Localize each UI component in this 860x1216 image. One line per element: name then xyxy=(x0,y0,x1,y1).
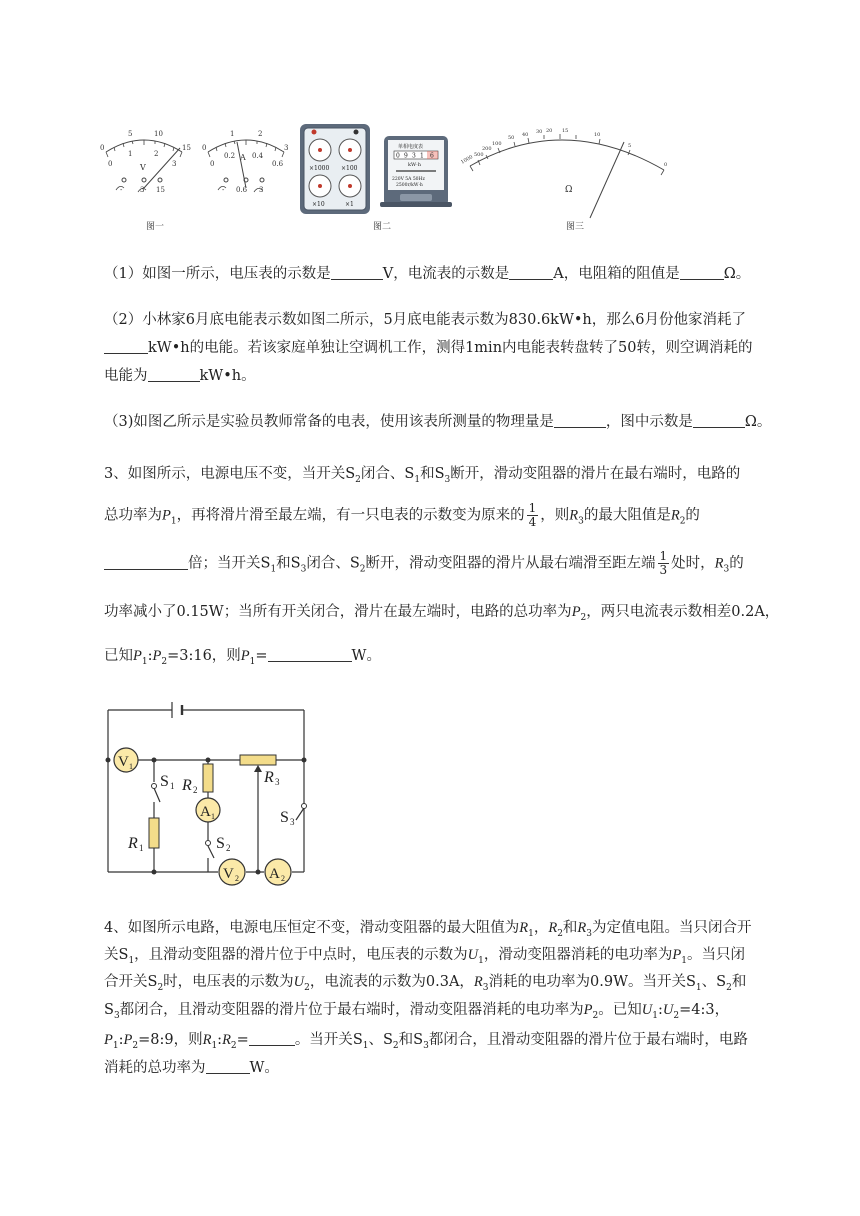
svg-text:1: 1 xyxy=(129,762,133,771)
voltmeter-bottom-1: 1 xyxy=(128,150,133,158)
ammeter-bottom-1: 0.2 xyxy=(224,152,236,160)
energy-meter-figure xyxy=(380,136,452,207)
ammeter-bottom-0: 0 xyxy=(210,160,215,168)
q2-part2-line3: 电能为 kW•h。 xyxy=(104,368,256,384)
circuit-R3-label: R xyxy=(264,769,274,786)
q4-blank-ratio[interactable] xyxy=(249,1031,295,1046)
circuit-R1-label: R xyxy=(128,835,138,852)
ohm-scale-20: 20 xyxy=(546,128,553,134)
ammeter-unit: A xyxy=(240,153,246,162)
figure-1-caption: 图一 xyxy=(146,222,165,232)
energy-meter-digit-2: 3 xyxy=(412,152,416,160)
q4-line3: 合开关$S_2$时，电压表的示数为$U_2$，电流表的示数为0.3A，$R_3$消耗的电功率为0.9W。当开关$S_1$、$S_2$和 xyxy=(104,974,747,993)
svg-text:1: 1 xyxy=(211,812,215,821)
ammeter-terminal-2: 3 xyxy=(259,186,264,194)
voltmeter-figure xyxy=(100,130,191,194)
figure-3-caption: 图三 xyxy=(566,222,585,232)
circuit-S2-label: S xyxy=(216,835,225,852)
voltmeter-bottom-3: 3 xyxy=(172,160,177,168)
svg-text:3: 3 xyxy=(275,777,280,787)
q3-line5: 已知$P_1:P_2=3:16$，则$P_1= W$。 xyxy=(104,648,381,667)
svg-text:3: 3 xyxy=(290,817,295,827)
q4-line4: $S_3$都闭合，且滑动变阻器的滑片位于最右端时，滑动变阻器消耗的电功率为$P_2$。已知$U_1:U_2=4:3$， xyxy=(104,1002,730,1021)
ammeter-top-3: 3 xyxy=(284,144,289,152)
energy-meter-digit-1: 9 xyxy=(404,152,408,160)
q3-line2: 总功率为$P_1$，再将滑片滑至最左端，有一只电表的示数变为原来的 $\frac{1}{4}$ ，则$R_3$的最大阻值是$R_2$的 xyxy=(104,501,700,529)
voltmeter-terminal-0: - xyxy=(120,186,123,194)
svg-text:2: 2 xyxy=(193,785,198,795)
q3-blank-power[interactable] xyxy=(268,647,352,662)
q3-line3: 倍；当开关$S_1$和$S_3$闭合、$S_2$断开，滑动变阻器的滑片从最右端滑至距左端 $\frac{1}{3}$ 处时，$R_3$的 xyxy=(104,550,744,577)
ohmmeter-unit: Ω xyxy=(565,185,573,195)
ohm-scale-30: 30 xyxy=(536,129,543,135)
q4-line5: $P_1:P_2=8:9$，则$R_1:R_2=$ 。当开关$S_1$、$S_2$和$S_3$都闭合，且滑动变阻器的滑片位于最右端时，电路 xyxy=(104,1032,748,1051)
q4-blank-total-power[interactable] xyxy=(206,1059,250,1074)
circuit-S3-label: S xyxy=(280,809,289,826)
voltmeter-unit: V xyxy=(140,163,146,172)
svg-text:1: 1 xyxy=(170,781,175,791)
q2-blank-ac-energy[interactable] xyxy=(148,367,200,382)
ammeter-terminal-1: 0.6 xyxy=(236,186,248,194)
voltmeter-bottom-2: 2 xyxy=(154,150,159,158)
box-multiplier-1: ×1 xyxy=(345,201,354,208)
q2-part3: （3)如图乙所示是实验员教师常备的电表，使用该表所测量的物理量是 ，图中示数是 Ω。 xyxy=(104,414,772,430)
energy-meter-unit: kW·h xyxy=(408,162,421,168)
ohm-scale-100: 100 xyxy=(492,141,502,147)
q2-part1: （1）如图一所示，电压表的示数是 V，电流表的示数是 A，电阻箱的阻值是 Ω。 xyxy=(104,266,751,282)
box-multiplier-1000: ×1000 xyxy=(309,165,330,172)
figure-row xyxy=(96,118,686,233)
q2-part2-line1: （2）小林家6月底电能表示数如图二所示，5月底电能表示数为830.6kW•h，那么6月份他家消耗了 xyxy=(104,312,746,328)
voltmeter-terminal-2: 15 xyxy=(156,186,165,194)
box-multiplier-100: ×100 xyxy=(341,165,358,172)
q2-part2-line2: kW•h的电能。若该家庭单独让空调机工作，测得1min内电能表转盘转了50转，则空调消耗的 xyxy=(104,336,752,357)
ohm-scale-500: 500 xyxy=(474,152,484,158)
svg-text:1: 1 xyxy=(139,843,144,853)
q3-blank-ratio[interactable] xyxy=(104,555,188,570)
energy-meter-digit-0: 0 xyxy=(396,152,400,160)
ohm-scale-10: 10 xyxy=(594,132,601,138)
circuit-V1-label: V xyxy=(118,754,129,770)
q2-blank-energy[interactable] xyxy=(104,339,148,354)
circuit-A2-label: A xyxy=(269,866,280,882)
ohm-scale-1000: 1000 xyxy=(460,154,475,166)
energy-meter-title: 单相电度表 xyxy=(398,144,424,150)
ohm-scale-0: 0 xyxy=(664,162,668,168)
circuit-A1-label: A xyxy=(200,804,211,820)
energy-meter-digit-4: 6 xyxy=(430,152,434,160)
q3-fraction-third: $\frac{1}{3}$ xyxy=(659,549,668,577)
ohm-scale-15: 15 xyxy=(562,128,569,134)
voltmeter-top-2: 10 xyxy=(154,130,163,138)
ammeter-terminal-0: - xyxy=(222,186,225,194)
q2-blank-resistance[interactable] xyxy=(680,265,724,280)
ohm-scale-40: 40 xyxy=(522,132,529,138)
circuit-diagram xyxy=(98,698,313,890)
figure-2-caption: 图二 xyxy=(373,222,392,232)
q3-line4: 功率减小了0.15W；当所有开关闭合，滑片在最左端时，电路的总功率为$P_2$，两只电流表示数相差0.2A， xyxy=(104,604,780,623)
svg-text:2: 2 xyxy=(281,874,285,883)
svg-text:2: 2 xyxy=(226,843,231,853)
circuit-S1-label: S xyxy=(160,773,169,790)
voltmeter-terminal-1: 3 xyxy=(140,186,145,194)
q3-fraction-quarter: $\frac{1}{4}$ xyxy=(528,501,537,529)
voltmeter-top-3: 15 xyxy=(182,144,191,152)
circuit-V2-label: V xyxy=(223,866,234,882)
voltmeter-top-0: 0 xyxy=(100,144,105,152)
voltmeter-top-1: 5 xyxy=(128,130,133,138)
ohm-scale-50: 50 xyxy=(508,135,515,141)
q4-line1: 4、如图所示电路，电源电压恒定不变，滑动变阻器的最大阻值为$R_1$，$R_2$和$R_3$为定值电阻。当只闭合开 xyxy=(104,920,752,939)
ammeter-top-2: 2 xyxy=(258,130,263,138)
ammeter-bottom-3: 0.6 xyxy=(272,160,284,168)
q4-line2: 关$S_1$，且滑动变阻器的滑片位于中点时，电压表的示数为$U_1$，滑动变阻器消耗的电功率为$P_1$。当只闭 xyxy=(104,947,745,966)
q2-blank-current[interactable] xyxy=(509,265,553,280)
svg-text:2: 2 xyxy=(235,874,239,883)
energy-meter-spec1: 220V 5A 50Hz xyxy=(392,177,425,182)
voltmeter-bottom-0: 0 xyxy=(108,160,113,168)
energy-meter-digit-3: 1 xyxy=(420,152,424,160)
box-multiplier-10: ×10 xyxy=(312,201,325,208)
ohm-scale-5: 5 xyxy=(628,143,632,149)
ohm-scale-200: 200 xyxy=(482,146,492,152)
q4-line6: 消耗的总功率为 W。 xyxy=(104,1060,279,1076)
ohmmeter-figure xyxy=(460,128,667,218)
q3-line1: 3、如图所示，电源电压不变，当开关$S_2$闭合、$S_1$和$S_3$断开，滑动变阻器的滑片在最右端时，电路的 xyxy=(104,466,741,485)
q2-blank-voltage[interactable] xyxy=(331,265,383,280)
ammeter-top-0: 0 xyxy=(202,144,207,152)
energy-meter-spec2: 2500r/kW·h xyxy=(396,183,423,188)
ammeter-bottom-2: 0.4 xyxy=(252,152,264,160)
q2-blank-quantity[interactable] xyxy=(554,413,606,428)
ammeter-figure xyxy=(202,130,288,194)
circuit-R2-label: R xyxy=(182,777,192,794)
resistance-box-figure xyxy=(300,124,370,214)
q2-blank-ohm-reading[interactable] xyxy=(693,413,745,428)
ammeter-top-1: 1 xyxy=(230,130,235,138)
